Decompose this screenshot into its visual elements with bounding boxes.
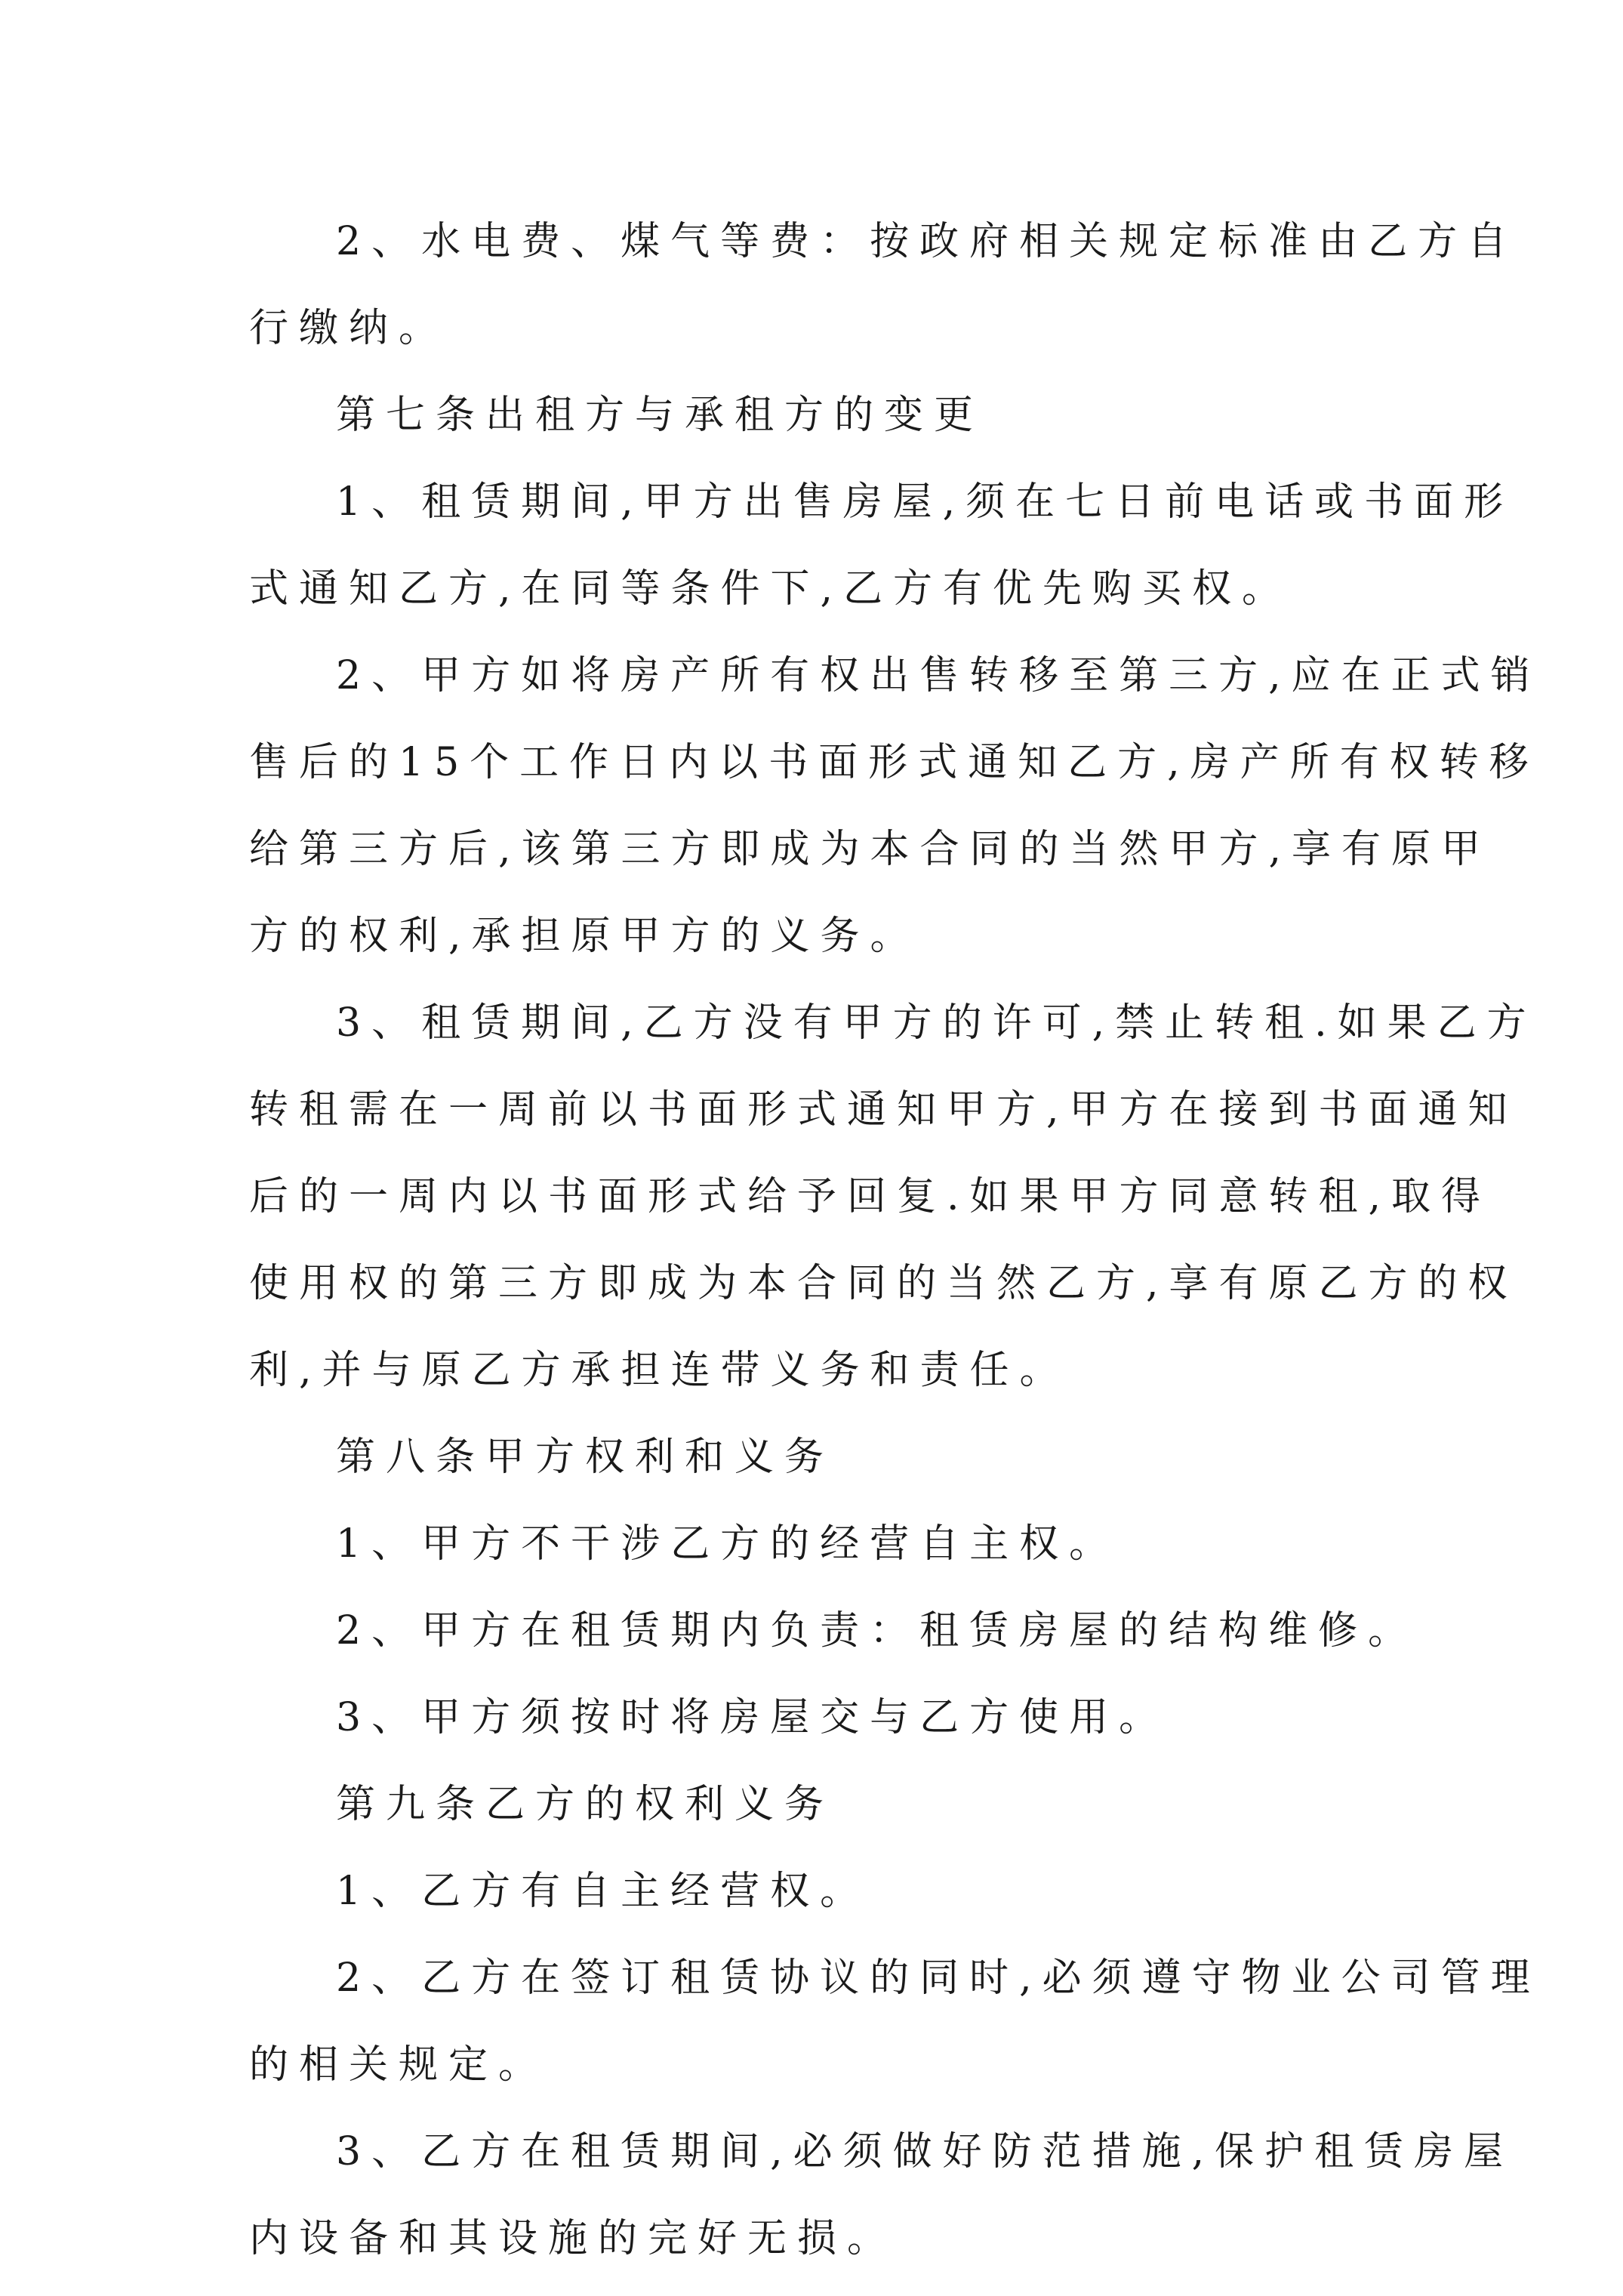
paragraph-line: 2、水电费、煤气等费：按政府相关规定标准由乙方自 [336, 219, 1518, 264]
paragraph-line: 利,并与原乙方承担连带义务和责任。 [249, 1348, 1070, 1393]
paragraph-line: 2、甲方如将房产所有权出售转移至第三方,应在正式销 [336, 653, 1541, 698]
paragraph-line: 行缴纳。 [249, 306, 449, 351]
paragraph-line: 式通知乙方,在同等条件下,乙方有优先购买权。 [249, 566, 1292, 612]
section-heading: 第九条乙方的权利义务 [336, 1782, 835, 1827]
paragraph-line: 1、乙方有自主经营权。 [336, 1869, 870, 1914]
paragraph-line: 后的一周内以书面形式给予回复.如果甲方同意转租,取得 [249, 1174, 1492, 1219]
paragraph-line: 内设备和其设施的完好无损。 [249, 2216, 898, 2261]
paragraph-line: 2、甲方在租赁期内负责：租赁房屋的结构维修。 [336, 1608, 1418, 1653]
paragraph-line: 使用权的第三方即成为本合同的当然乙方,享有原乙方的权 [249, 1261, 1518, 1306]
paragraph-line: 给第三方后,该第三方即成为本合同的当然甲方,享有原甲 [249, 827, 1492, 872]
paragraph-line: 1、甲方不干涉乙方的经营自主权。 [336, 1521, 1119, 1567]
paragraph-line: 3、租赁期间,乙方没有甲方的许可,禁止转租.如果乙方 [336, 1000, 1537, 1046]
paragraph-line: 转租需在一周前以书面形式通知甲方,甲方在接到书面通知 [249, 1087, 1518, 1133]
paragraph-line: 售后的15个工作日内以书面形式通知乙方,房产所有权转移 [249, 740, 1539, 785]
paragraph-line: 3、乙方在租赁期间,必须做好防范措施,保护租赁房屋 [336, 2129, 1514, 2174]
section-heading: 第七条出租方与承租方的变更 [336, 393, 984, 438]
paragraph-line: 1、租赁期间,甲方出售房屋,须在七日前电话或书面形 [336, 479, 1514, 525]
paragraph-line: 2、乙方在签订租赁协议的同时,必须遵守物业公司管理 [336, 1955, 1541, 2001]
paragraph-line: 方的权利,承担原甲方的义务。 [249, 914, 920, 959]
section-heading: 第八条甲方权利和义务 [336, 1435, 835, 1480]
paragraph-line: 的相关规定。 [249, 2042, 549, 2088]
paragraph-line: 3、甲方须按时将房屋交与乙方使用。 [336, 1695, 1169, 1740]
